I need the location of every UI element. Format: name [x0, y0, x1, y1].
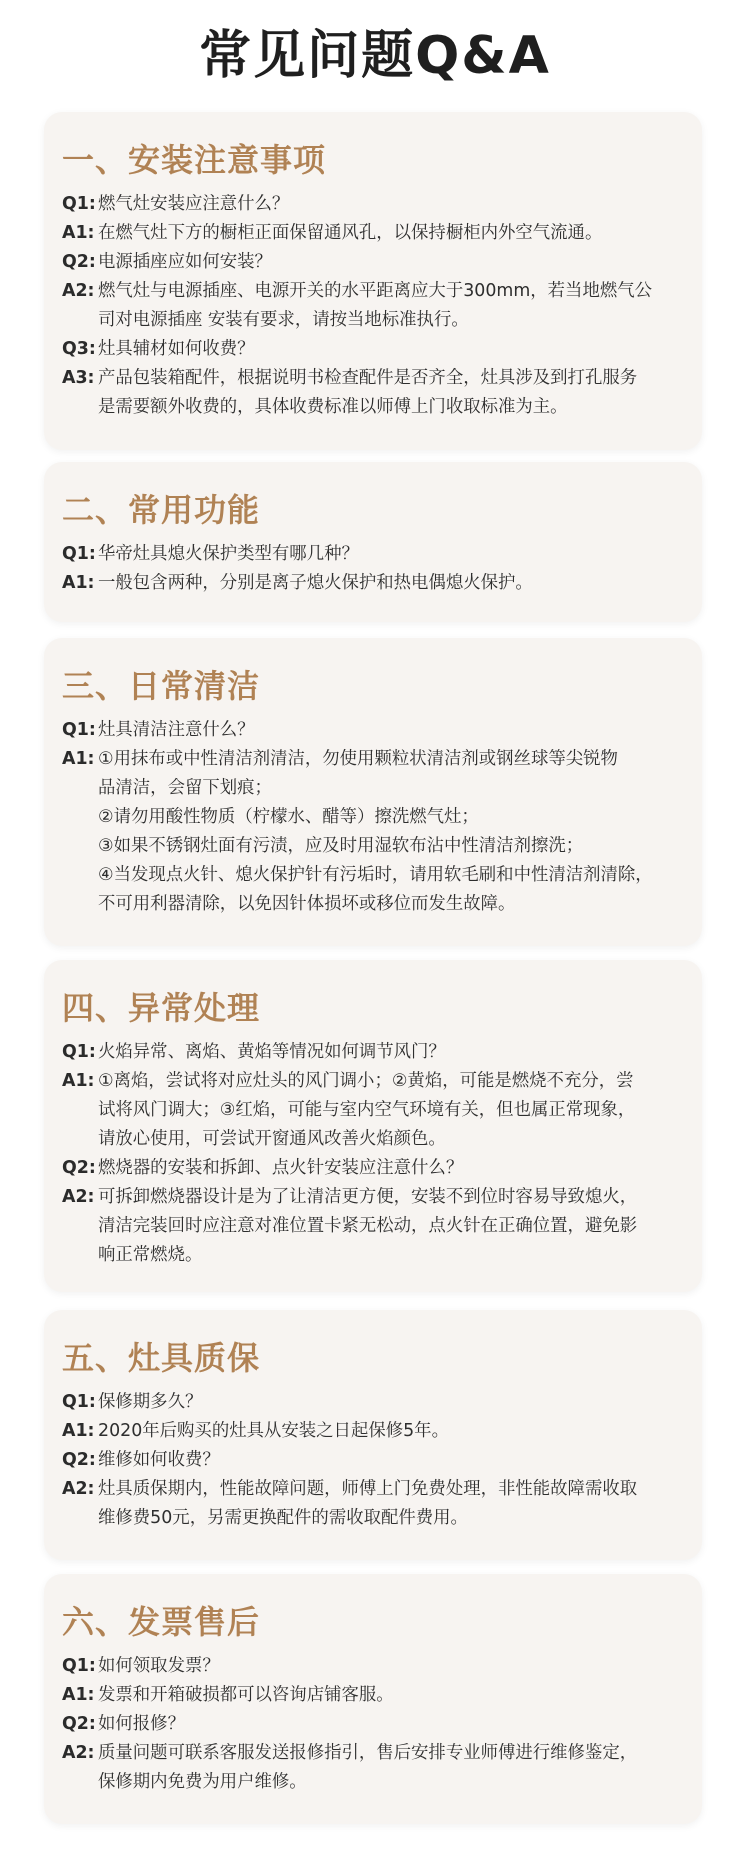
page-title: 常见问题Q&A	[199, 26, 551, 86]
qa-tag: Q1:	[62, 720, 96, 740]
question	[62, 1154, 684, 1183]
qa-tag: A1:	[62, 223, 95, 243]
qa-text: 灶具质保期内，性能故障问题，师傅上门免费处理，非性能故障需收取	[98, 1479, 638, 1499]
section-heading: 四、异常处理	[62, 989, 261, 1027]
question	[62, 1710, 684, 1739]
qa-text: ④当发现点火针、熄火保护针有污垢时，请用软毛刷和中性清洁剂清除，	[98, 865, 653, 885]
section-heading: 三、日常清洁	[62, 667, 261, 705]
section-heading: 一、安装注意事项	[62, 141, 327, 179]
qa-tag: A1:	[62, 1421, 95, 1441]
question	[62, 1038, 684, 1067]
qa-tag: A2:	[62, 1479, 95, 1499]
question	[62, 716, 684, 745]
qa-tag: Q1:	[62, 544, 96, 564]
qa-text: 产品包装箱配件，根据说明书检查配件是否齐全，灶具涉及到打孔服务	[98, 368, 638, 388]
qa-tag: Q2:	[62, 1450, 96, 1470]
qa-text: 如何领取发票？	[98, 1656, 220, 1676]
qa-tag: A2:	[62, 281, 95, 301]
qa-text: 华帝灶具熄火保护类型有哪几种？	[98, 544, 359, 564]
section-warranty	[44, 1310, 702, 1560]
section-heading: 五、灶具质保	[62, 1339, 261, 1377]
qa-text: ②请勿用酸性物质（柠檬水、醋等）擦洗燃气灶；	[98, 807, 479, 827]
qa-tag: A1:	[62, 1685, 95, 1705]
question	[62, 335, 684, 364]
qa-text: 发票和开箱破损都可以咨询店铺客服。	[98, 1685, 394, 1705]
section-daily-cleaning	[44, 638, 702, 946]
qa-text: 如何报修？	[98, 1714, 185, 1734]
qa-tag: Q1:	[62, 194, 96, 214]
answer	[62, 569, 684, 598]
qa-text: 灶具清洁注意什么？	[98, 720, 255, 740]
qa-text: 请放心使用，可尝试开窗通风改善火焰颜色。	[98, 1129, 446, 1149]
qa-text: 一般包含两种，分别是离子熄火保护和热电偶熄火保护。	[98, 573, 533, 593]
qa-text: 燃气灶安装应注意什么？	[98, 194, 290, 214]
qa-tag: Q3:	[62, 339, 96, 359]
qa-text: 是需要额外收费的，具体收费标准以师傅上门收取标准为主。	[98, 397, 568, 417]
qa-text: 响正常燃烧。	[98, 1245, 203, 1265]
qa-text: 试将风门调大；③红焰，可能与室内空气环境有关，但也属正常现象，	[98, 1100, 636, 1120]
answer	[62, 364, 684, 422]
answer	[62, 745, 684, 919]
qa-text: 燃烧器的安装和拆卸、点火针安装应注意什么？	[98, 1158, 464, 1178]
question	[62, 248, 684, 277]
qa-text: 品清洁，会留下划痕；	[98, 778, 272, 798]
answer	[62, 1067, 684, 1154]
answer	[62, 1183, 684, 1270]
qa-tag: A2:	[62, 1187, 95, 1207]
answer	[62, 1681, 684, 1710]
section-heading: 二、常用功能	[62, 491, 261, 529]
qa-text: 保修期内免费为用户维修。	[98, 1772, 307, 1792]
section-common-functions	[44, 462, 702, 622]
qa-text: 燃气灶与电源插座、电源开关的水平距离应大于300mm，若当地燃气公	[98, 281, 653, 301]
qa-tag: Q2:	[62, 1714, 96, 1734]
qa-text: 电源插座应如何安装？	[98, 252, 272, 272]
qa-text: 不可用利器清除，以免因针体损坏或移位而发生故障。	[98, 894, 516, 914]
qa-text: 2020年后购买的灶具从安装之日起保修5年。	[98, 1421, 449, 1441]
qa-tag: Q2:	[62, 252, 96, 272]
qa-tag: Q1:	[62, 1392, 96, 1412]
qa-text: 维修如何收费？	[98, 1450, 220, 1470]
qa-text: 质量问题可联系客服发送报修指引，售后安排专业师傅进行维修鉴定，	[98, 1743, 638, 1763]
qa-tag: A1:	[62, 573, 95, 593]
qa-text: 保修期多久？	[98, 1392, 203, 1412]
qa-tag: A3:	[62, 368, 95, 388]
qa-tag: Q1:	[62, 1042, 96, 1062]
qa-text: 清洁完装回时应注意对准位置卡紧无松动，点火针在正确位置，避免影	[98, 1216, 638, 1236]
section-heading: 六、发票售后	[62, 1603, 261, 1641]
qa-text: ①用抹布或中性清洁剂清洁，勿使用颗粒状清洁剂或钢丝球等尖锐物	[98, 749, 618, 769]
qa-text: 火焰异常、离焰、黄焰等情况如何调节风门？	[98, 1042, 446, 1062]
qa-text: 在燃气灶下方的橱柜正面保留通风孔，以保持橱柜内外空气流通。	[98, 223, 603, 243]
answer	[62, 1475, 684, 1533]
answer	[62, 219, 684, 248]
section-invoice-after-sales	[44, 1574, 702, 1824]
section-installation	[44, 112, 702, 450]
question	[62, 1388, 684, 1417]
qa-text: 维修费50元，另需更换配件的需收取配件费用。	[98, 1508, 468, 1528]
question	[62, 1652, 684, 1681]
qa-text: ①离焰，尝试将对应灶头的风门调小；②黄焰，可能是燃烧不充分，尝	[98, 1071, 634, 1091]
question	[62, 540, 684, 569]
answer	[62, 277, 684, 335]
qa-text: ③如果不锈钢灶面有污渍，应及时用湿软布沾中性清洁剂擦洗；	[98, 836, 584, 856]
qa-tag: A2:	[62, 1743, 95, 1763]
qa-text: 司对电源插座 安装有要求，请按当地标准执行。	[98, 310, 469, 330]
answer	[62, 1417, 684, 1446]
qa-tag: Q2:	[62, 1158, 96, 1178]
section-troubleshooting	[44, 960, 702, 1292]
question	[62, 190, 684, 219]
question	[62, 1446, 684, 1475]
answer	[62, 1739, 684, 1797]
qa-tag: A1:	[62, 1071, 95, 1091]
qa-text: 灶具辅材如何收费？	[98, 339, 255, 359]
qa-text: 可拆卸燃烧器设计是为了让清洁更方便，安装不到位时容易导致熄火，	[98, 1187, 638, 1207]
qa-tag: A1:	[62, 749, 95, 769]
qa-tag: Q1:	[62, 1656, 96, 1676]
